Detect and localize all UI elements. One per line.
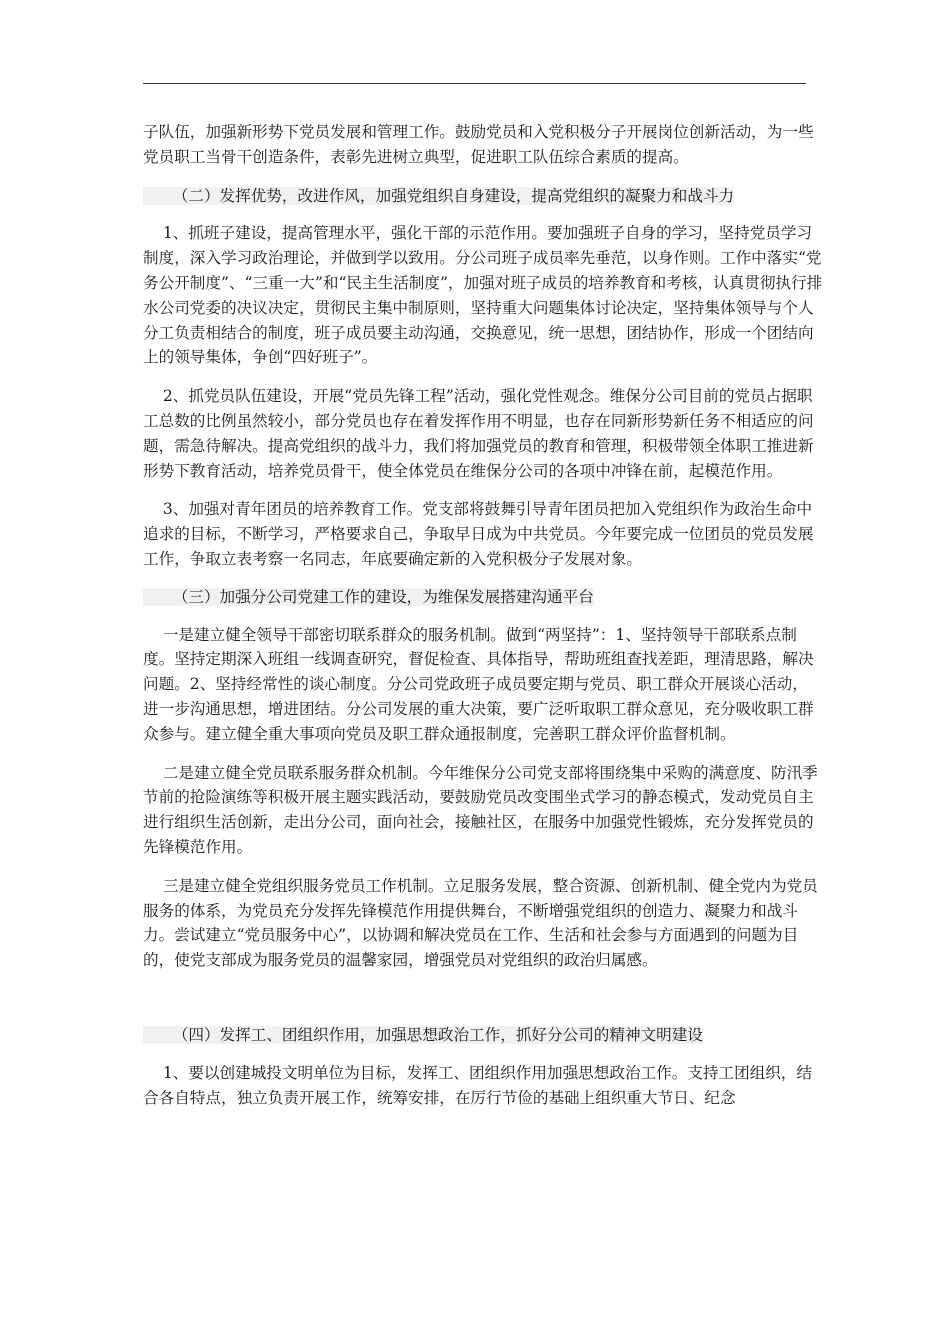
paragraph-mechanism-3: 三是建立健全党组织服务党员工作机制。立足服务发展，整合资源、创新机制、健全党内为党员服务的体系，为党员充分发挥先锋模范作用提供舞台，不断增强党组织的创造力、凝聚力和战斗力。尝试建立“党员服务中心”，以协调和解决党员在工作、生活和社会参与方面遇到的问题为目的，使党支部成为服务党员的温馨家园，增强党员对党组织的政治归属感。 (143, 876, 818, 970)
document-body (143, 120, 823, 1124)
paragraph-leadership: 1、抓班子建设，提高管理水平，强化干部的示范作用。要加强班子自身的学习，坚持党员学习制度，深入学习政治理论，并做到学以致用。分公司班子成员率先垂范，以身作则。工作中落实“党务公开制度”、“三重一大”和“民主生活制度”，加强对班子成员的培养教育和考核，认真贯彻执行排水公司党委的决议决定，贯彻民主集中制原则，坚持重大问题集体讨论决定，坚持集体领导与个人分工负责相结合的制度，班子成员要主动沟通，交换意见，统一思想，团结协作，形成一个团结向上的领导集体，争创“四好班子”。 (143, 224, 823, 367)
section-heading-4 (143, 1023, 823, 1048)
paragraph-party-members: 2、抓党员队伍建设，开展“党员先锋工程”活动，强化党性观念。维保分公司目前的党员占据职工总数的比例虽然较小，部分党员也存在着发挥作用不明显，也存在同新形势新任务不相适应的问题，需急待解决。提高党组织的战斗力，我们将加强党员的教育和管理，积极带领全体职工推进新形势下教育活动，培养党员骨干，使全体党员在维保分公司的各项中冲锋在前，起模范作用。 (143, 387, 814, 480)
blank-line (143, 987, 823, 1011)
section-heading-3-text: （三）加强分公司党建工作的建设，为维保发展搭建沟通平台 (143, 587, 594, 606)
paragraph-civilization: 1、要以创建城投文明单位为目标，发挥工、团组织作用加强思想政治工作。支持工团组织，结合各自特点，独立负责开展工作，统筹安排，在厉行节俭的基础上组织重大节日、纪念 (143, 1063, 813, 1107)
paragraph-mechanism-1: 一是建立健全领导干部密切联系群众的服务机制。做到“两坚持”：1、坚持领导干部联系点制度。坚持定期深入班组一线调查研究，督促检查、具体指导，帮助班组查找差距，理清思路，解决问题。2、坚持经常性的谈心制度。分公司党政班子成员要定期与党员、职工群众开展谈心活动，进一步沟通思想，增进团结。分公司发展的重大决策，要广泛听取职工群众意见，充分吸收职工群众参与。建立健全重大事项向党员及职工群众通报制度，完善职工群众评价监督机制。 (143, 625, 814, 743)
section-heading-3 (143, 585, 823, 610)
section-heading-4-text: （四）发挥工、团组织作用，加强思想政治工作，抓好分公司的精神文明建设 (143, 1025, 703, 1044)
header-rule (143, 83, 806, 84)
paragraph-continuation: 子队伍，加强新形势下党员发展和管理工作。鼓励党员和入党积极分子开展岗位创新活动，为一些党员职工当骨干创造条件，表彰先进树立典型，促进职工队伍综合素质的提高。 (143, 123, 814, 166)
section-heading-2 (143, 184, 823, 209)
paragraph-youth: 3、加强对青年团员的培养教育工作。党支部将鼓舞引导青年团员把加入党组织作为政治生命中追求的目标，不断学习，严格要求自己，争取早日成为中共党员。今年要完成一位团员的党员发展工作，争取立表考察一名同志，年底要确定新的入党积极分子发展对象。 (143, 500, 814, 568)
section-heading-2-text: （二）发挥优势，改进作风，加强党组织自身建设，提高党组织的凝聚力和战斗力 (143, 186, 735, 205)
paragraph-mechanism-2: 二是建立健全党员联系服务群众机制。今年维保分公司党支部将围绕集中采购的满意度、防汛季节前的抢险演练等积极开展主题实践活动，要鼓励党员改变围坐式学习的静态模式，发动党员自主进行组织生活创新，走出分公司，面向社会，接触社区，在服务中加强党性锻炼，充分发挥党员的先锋模范作用。 (143, 763, 818, 856)
